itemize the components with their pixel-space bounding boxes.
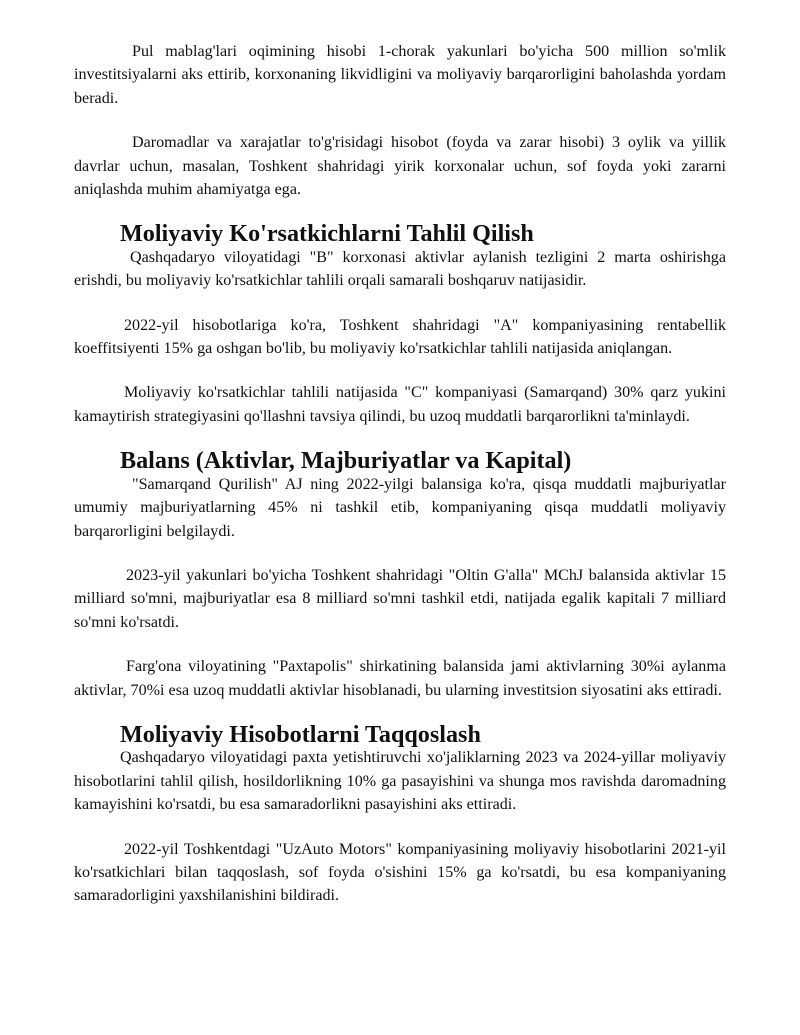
section-heading-statement-comparison: Moliyaviy Hisobotlarni Taqqoslash [120,720,481,748]
section-heading-ratio-analysis: Moliyaviy Ko'rsatkichlarni Tahlil Qilish [120,220,534,248]
paragraph-comparison-2: 2022-yil Toshkentdagi "UzAuto Motors" kompaniyasining moliyaviy hisobotlarini 2021-yil ko'rsatkichlari bilan taqqoslash, sof foyda o'sishini 15% ga ko'rsatdi, bu esa kompaniyaning samaradorligini yaxshilanishini bildiradi. [74,840,726,905]
paragraph-ratio-analysis-3: Moliyaviy ko'rsatkichlar tahlili natijasida "C" kompaniyasi (Samarqand) 30% qarz yukini kamaytirish strategiyasini qo'llashni tavsiya qilindi, bu uzoq muddatli barqarorlikni ta'minlaydi. [74,384,726,425]
paragraph-balance-sheet-3: Farg'ona viloyatining "Paxtapolis" shirkatining balansida jami aktivlarning 30%i aylanma aktivlar, 70%i esa uzoq muddatli aktivlar hisoblanadi, bu ularning investitsion siyosatini aks ettiradi. [74,658,726,699]
paragraph-balance-sheet-1: "Samarqand Qurilish" AJ ning 2022-yilgi balansiga ko'ra, qisqa muddatli majburiyatlar umumiy majburiyatlarning 45% ni tashkil etib, kompaniyaning qisqa muddatli moliyaviy barqarorligini belgilaydi. [74,475,726,540]
paragraph-comparison-1: Qashqadaryo viloyatidagi paxta yetishtiruvchi xo'jaliklarning 2023 va 2024-yillar moliyaviy hisobotlarini tahlil qilish, hosildorlikning 10% ga pasayishini va shunga mos ravishda daromadning kamayishini ko'rsatdi, bu esa samaradorlikni pasayishini aks ettiradi. [74,749,726,814]
paragraph-ratio-analysis-1: Qashqadaryo viloyatidagi "B" korxonasi aktivlar aylanish tezligini 2 marta oshirishga erishdi, bu moliyaviy ko'rsatkichlar tahlili orqali samarali boshqaruv natijasidir. [74,248,726,290]
paragraph-income-statement: Daromadlar va xarajatlar to'g'risidagi hisobot (foyda va zarar hisobi) 3 oylik va yillik davrlar uchun, masalan, Toshkent shahridagi yirik korxonalar uchun, sof foyda yoki zararni aniqlashda muhim ahamiyatga ega. [74,134,726,199]
paragraph-cash-flow: Pul mablag'lari oqimining hisobi 1-chorak yakunlari bo'yicha 500 million so'mlik investitsiyalarni aks ettirib, korxonaning likvidligini va moliyaviy barqarorligini baholashda yordam beradi. [74,43,726,107]
paragraph-ratio-analysis-2: 2022-yil hisobotlariga ko'ra, Toshkent shahridagi "A" kompaniyasining rentabellik koeffitsiyenti 15% ga oshgan bo'lib, bu moliyaviy ko'rsatkichlar tahlili natijasida aniqlangan. [74,316,726,358]
paragraph-balance-sheet-2: 2023-yil yakunlari bo'yicha Toshkent shahridagi "Oltin G'alla" MChJ balansida aktivlar 15 milliard so'mni, majburiyatlar esa 8 milliard so'mni tashkil etdi, natijada egalik kapitali 7 milliard so'mni ko'rsatdi. [74,566,726,631]
section-heading-balance-sheet: Balans (Aktivlar, Majburiyatlar va Kapital) [120,447,572,475]
document-page [74,40,726,908]
